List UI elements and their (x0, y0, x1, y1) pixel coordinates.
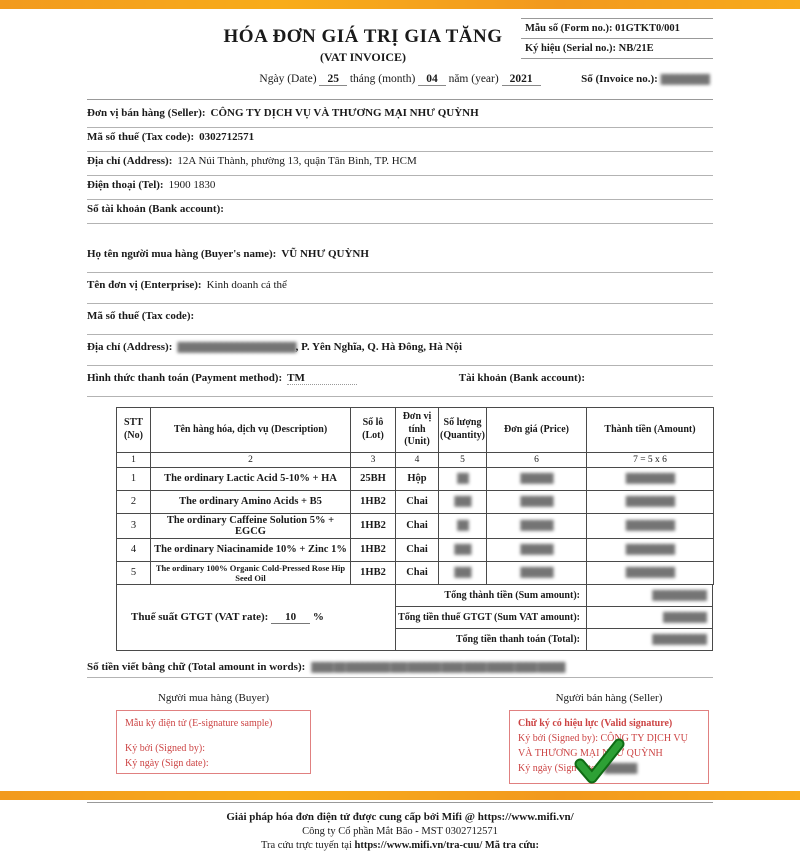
table-row (117, 513, 714, 538)
seller-signature-title: Người bán hàng (Seller) (555, 691, 663, 704)
row2-price-redacted: ██████ (520, 496, 553, 506)
date-prefix: Ngày (Date) (259, 73, 317, 85)
percent-sign: % (312, 611, 324, 623)
row2-qty-redacted: ███ (454, 496, 471, 506)
col-header-price: Đơn giá (Price) (487, 408, 587, 453)
buyer-address-redacted: ██████████████████████ (177, 342, 296, 352)
payment-method-label: Hình thức thanh toán (Payment method): (87, 372, 283, 384)
invoice-header (87, 18, 713, 65)
col-num-2: 2 (151, 452, 351, 467)
row4-price-redacted: ██████ (520, 544, 553, 554)
row4-lot: 1HB2 (351, 538, 396, 561)
payment-method-value: TM (287, 372, 357, 385)
sum-amount-value-redacted: ██████████ (652, 590, 706, 600)
seller-bank-row (87, 200, 713, 224)
row3-lot: 1HB2 (351, 513, 396, 538)
invoice-subtitle: (VAT INVOICE) (319, 50, 407, 64)
seller-address-value: 12A Núi Thành, phường 13, quận Tân Bình, TP. HCM (177, 155, 417, 167)
buyer-sign-date-label: Ký ngày (Sign date): (125, 757, 209, 769)
row2-lot: 1HB2 (351, 490, 396, 513)
date-month: 04 (418, 73, 446, 86)
footer-lookup-url: https://www.mifi.vn/tra-cuu/ (354, 839, 483, 851)
invoice-number-label: Số (Invoice no.): (581, 73, 658, 85)
footer-provider-line: Giải pháp hóa đơn điện tử được cung cấp bởi Mifi @ https://www.mifi.vn/ (226, 810, 574, 823)
seller-name-label: Đơn vị bán hàng (Seller): (87, 107, 206, 119)
col-num-1: 1 (117, 452, 151, 467)
row4-description: The ordinary Niacinamide 10% + Zinc 1% (151, 538, 351, 561)
vat-rate-value: 10 (271, 611, 310, 624)
sum-vat-value-redacted: ████████ (662, 612, 706, 622)
totals-column (396, 585, 712, 650)
title-block (87, 18, 521, 65)
col-header-unit: Đơn vị tính (Unit) (396, 408, 439, 453)
totals-summary (116, 585, 713, 651)
buyer-signature-title: Người mua hàng (Buyer) (157, 691, 270, 704)
table-row (117, 538, 714, 561)
row5-no: 5 (117, 561, 151, 584)
total-payment-value-redacted: ██████████ (652, 634, 706, 644)
vat-rate-label: Thuế suất GTGT (VAT rate): (131, 611, 269, 623)
table-header-row (117, 408, 714, 453)
buyer-signature-box (116, 710, 311, 774)
seller-bank-label: Số tài khoản (Bank account): (87, 203, 224, 215)
row1-description: The ordinary Lactic Acid 5-10% + HA (151, 467, 351, 490)
form-number-value: 01GTKT0/001 (615, 23, 680, 34)
row1-price-redacted: ██████ (520, 473, 553, 483)
buyer-section (87, 242, 713, 397)
row2-unit: Chai (396, 490, 439, 513)
row1-qty-redacted: ██ (457, 473, 468, 483)
col-header-description: Tên hàng hóa, dịch vụ (Description) (151, 408, 351, 453)
row2-no: 2 (117, 490, 151, 513)
form-number-label: Mẫu số (Form no.): (525, 23, 613, 34)
buyer-name-value: VŨ NHƯ QUỲNH (281, 248, 369, 260)
row1-lot: 25BH (351, 467, 396, 490)
col-header-amount: Thành tiền (Amount) (587, 408, 714, 453)
valid-signature-label: Chữ ký có hiệu lực (Valid signature) (518, 717, 673, 729)
row5-unit: Chai (396, 561, 439, 584)
row5-description: The ordinary 100% Organic Cold-Pressed Rose Hip Seed Oil (151, 561, 351, 584)
date-month-label: tháng (month) (349, 73, 416, 85)
buyer-taxcode-label: Mã số thuế (Tax code): (87, 310, 195, 322)
serial-number-row (521, 39, 713, 59)
row3-qty-redacted: ██ (457, 520, 468, 530)
seller-name-value: CÔNG TY DỊCH VỤ VÀ THƯƠNG MẠI NHƯ QUỲNH (210, 107, 479, 119)
footer-lookup-line (87, 840, 713, 851)
signature-titles (87, 692, 713, 704)
buyer-enterprise-label: Tên đơn vị (Enterprise): (87, 279, 202, 291)
row1-unit: Hộp (396, 467, 439, 490)
seller-address-row (87, 152, 713, 176)
sum-amount-label: Tổng thành tiền (Sum amount): (444, 589, 580, 601)
seller-signed-by-line2: VÀ THƯƠNG MẠI NHƯ QUỲNH (518, 747, 663, 759)
row3-unit: Chai (396, 513, 439, 538)
esignature-sample-label: Mẫu ký điện tử (E-signature sample) (125, 717, 273, 729)
col-header-stt: STT (No) (117, 408, 151, 453)
date-day: 25 (319, 73, 347, 86)
seller-signature-box (509, 710, 709, 784)
row4-no: 4 (117, 538, 151, 561)
row2-amount-redacted: █████████ (625, 496, 675, 506)
row5-lot: 1HB2 (351, 561, 396, 584)
row4-unit: Chai (396, 538, 439, 561)
invoice-number (581, 73, 709, 85)
row3-amount-redacted: █████████ (625, 520, 675, 530)
valid-signature-check-icon (572, 738, 626, 791)
date-year: 2021 (502, 73, 541, 86)
sum-vat-row (396, 607, 712, 629)
buyer-address-row (87, 335, 713, 366)
spacer (125, 731, 302, 741)
row2-description: The ordinary Amino Acids + B5 (151, 490, 351, 513)
row5-price-redacted: ██████ (520, 567, 553, 577)
top-orange-border (0, 0, 800, 9)
footer-lookup-prefix: Tra cứu trực tuyến tại (260, 839, 352, 851)
column-numbering-row (117, 452, 714, 467)
row3-no: 3 (117, 513, 151, 538)
bottom-orange-border (0, 791, 800, 800)
row3-price-redacted: ██████ (520, 520, 553, 530)
col-num-3: 3 (351, 452, 396, 467)
row4-qty-redacted: ███ (454, 544, 471, 554)
col-num-4: 4 (396, 452, 439, 467)
seller-taxcode-label: Mã số thuế (Tax code): (87, 131, 195, 143)
invoice-number-value-redacted: █████████ (660, 74, 709, 84)
seller-signed-by-line1: Ký bởi (Signed by): CÔNG TY DỊCH VỤ (518, 732, 688, 744)
row1-no: 1 (117, 467, 151, 490)
col-header-lot: Số lô (Lot) (351, 408, 396, 453)
serial-number-value: NB/21E (618, 43, 654, 54)
row3-description: The ordinary Caffeine Solution 5% + EGCG (151, 513, 351, 538)
seller-address-label: Địa chỉ (Address): (87, 155, 173, 167)
amount-in-words-row (87, 661, 713, 678)
invoice-document (87, 0, 713, 851)
buyer-account-label: Tài khoản (Bank account): (458, 372, 585, 384)
seller-taxcode-value: 0302712571 (199, 131, 255, 143)
seller-taxcode-row (87, 128, 713, 152)
total-payment-label: Tổng tiền thanh toán (Total): (455, 633, 580, 645)
col-header-quantity: Số lượng (Quantity) (439, 408, 487, 453)
buyer-address-visible: , P. Yên Nghĩa, Q. Hà Đông, Hà Nội (295, 341, 462, 353)
row5-qty-redacted: ███ (454, 567, 471, 577)
amount-in-words-value-redacted: ████ ██ ████████ ███ ██████ ████ ████ █████ ████ █████ (311, 661, 565, 672)
invoice-title: HÓA ĐƠN GIÁ TRỊ GIA TĂNG (223, 26, 503, 47)
serial-number-label: Ký hiệu (Serial no.): (525, 43, 616, 54)
row1-amount-redacted: █████████ (625, 473, 675, 483)
buyer-name-label: Họ tên người mua hàng (Buyer's name): (87, 248, 277, 260)
sum-vat-label: Tổng tiền thuế GTGT (Sum VAT amount): (398, 611, 580, 623)
header-divider (87, 99, 713, 100)
seller-tel-label: Điện thoại (Tel): (87, 179, 164, 191)
seller-tel-value: 1900 1830 (168, 179, 216, 191)
seller-sign-date-label: Ký ngày (Sign date): (518, 762, 602, 774)
buyer-name-row (87, 242, 713, 273)
table-row (117, 467, 714, 490)
payment-method-row (87, 366, 713, 397)
table-row (117, 490, 714, 513)
invoice-footer (87, 802, 713, 851)
seller-name-row (87, 104, 713, 128)
buyer-enterprise-row (87, 273, 713, 304)
footer-company-line: Công ty Cổ phần Mắt Bão - MST 0302712571 (302, 825, 498, 837)
buyer-address-label: Địa chỉ (Address): (87, 341, 173, 353)
signature-boxes (87, 710, 713, 784)
footer-lookup-code-label: Mã tra cứu: (484, 839, 540, 851)
col-num-6: 6 (487, 452, 587, 467)
sum-amount-row (396, 585, 712, 607)
col-num-5: 5 (439, 452, 487, 467)
vat-rate-cell (117, 585, 396, 650)
seller-sign-date-value-redacted: ██████ (604, 762, 637, 773)
date-year-label: năm (year) (448, 73, 499, 85)
amount-in-words-label: Số tiền viết bằng chữ (Total amount in words): (87, 660, 306, 673)
form-number-row (521, 19, 713, 39)
buyer-enterprise-value: Kinh doanh cá thể (206, 279, 287, 291)
buyer-taxcode-row (87, 304, 713, 335)
buyer-signed-by-label: Ký bởi (Signed by): (125, 742, 206, 754)
invoice-date-row (87, 73, 713, 93)
total-payment-row (396, 629, 712, 650)
table-row (117, 561, 714, 584)
seller-tel-row (87, 176, 713, 200)
line-items-table (116, 407, 714, 585)
seller-section (87, 104, 713, 224)
row4-amount-redacted: █████████ (625, 544, 675, 554)
row5-amount-redacted: █████████ (625, 567, 675, 577)
col-num-7: 7 = 5 x 6 (587, 452, 714, 467)
form-meta-block (521, 18, 713, 59)
